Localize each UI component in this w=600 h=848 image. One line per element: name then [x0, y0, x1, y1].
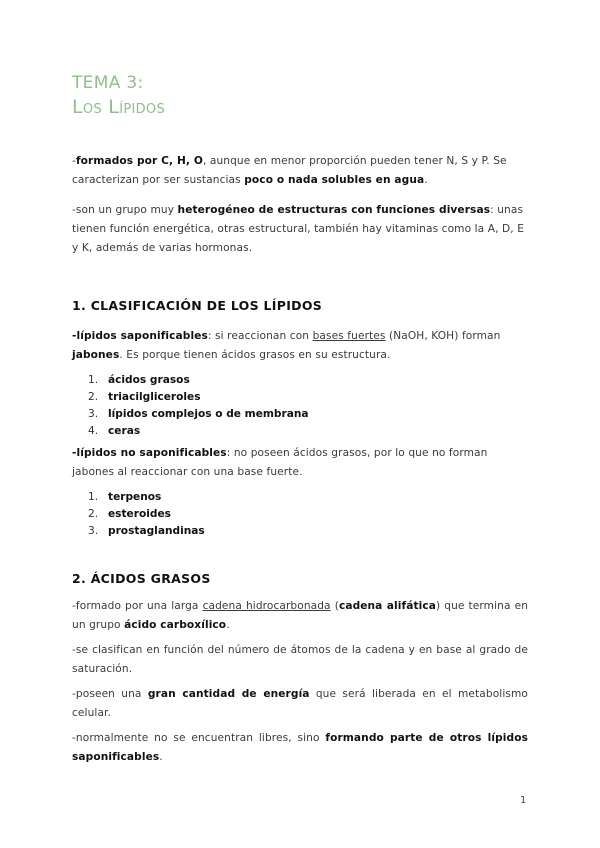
- saponifiable-paragraph: -lípidos saponificables: si reaccionan con bases fuertes (NaOH, KOH) forman jabones. Es porque tienen ácidos grasos en su estructura.: [72, 330, 501, 361]
- topic-number: TEMA 3:: [72, 73, 144, 93]
- fatty-acids-paragraph-4: -normalmente no se encuentran libres, sino formando parte de otros lípidos saponificables.: [72, 732, 528, 763]
- fatty-acids-paragraph-2: -se clasifican en función del número de átomos de la cadena y en base al grado de saturación.: [72, 644, 528, 675]
- list-item: 4. ceras: [88, 425, 141, 437]
- saponifiable-list: [88, 372, 309, 440]
- fatty-acids-paragraph-1: -formado por una larga cadena hidrocarbonada (cadena alifática) que termina en un grupo ácido carboxílico.: [72, 600, 529, 631]
- page-number: 1: [520, 795, 527, 806]
- intro-paragraph-1: -formados por C, H, O, aunque en menor proporción pueden tener N, S y P. Se caracterizan por ser sustancias poco o nada solubles en agua.: [72, 155, 507, 186]
- fatty-acids-paragraph-3: -poseen una gran cantidad de energía que será liberada en el metabolismo celular.: [72, 688, 528, 719]
- list-item: 2. triacilgliceroles: [88, 391, 201, 403]
- intro-paragraph-2: -son un grupo muy heterogéneo de estructuras con funciones diversas: unas tienen función energética, otras estructural, también hay vitaminas como la A, D, E y K, además de varias hormonas.: [72, 204, 525, 254]
- list-item: 1. ácidos grasos: [88, 374, 190, 386]
- list-item: 1. terpenos: [88, 491, 162, 503]
- page-title: Los Lípidos: [72, 96, 165, 118]
- list-item: 2. esteroides: [88, 508, 171, 520]
- non-saponifiable-list: [88, 489, 205, 540]
- list-item: 3. prostaglandinas: [88, 525, 205, 537]
- section-heading-classification: 1. CLASIFICACIÓN DE LOS LÍPIDOS: [72, 298, 323, 313]
- non-saponifiable-paragraph: -lípidos no saponificables: no poseen ácidos grasos, por lo que no forman jabones al reaccionar con una base fuerte.: [72, 447, 488, 478]
- list-item: 3. lípidos complejos o de membrana: [88, 408, 309, 420]
- section-heading-fatty-acids: 2. ÁCIDOS GRASOS: [72, 571, 211, 586]
